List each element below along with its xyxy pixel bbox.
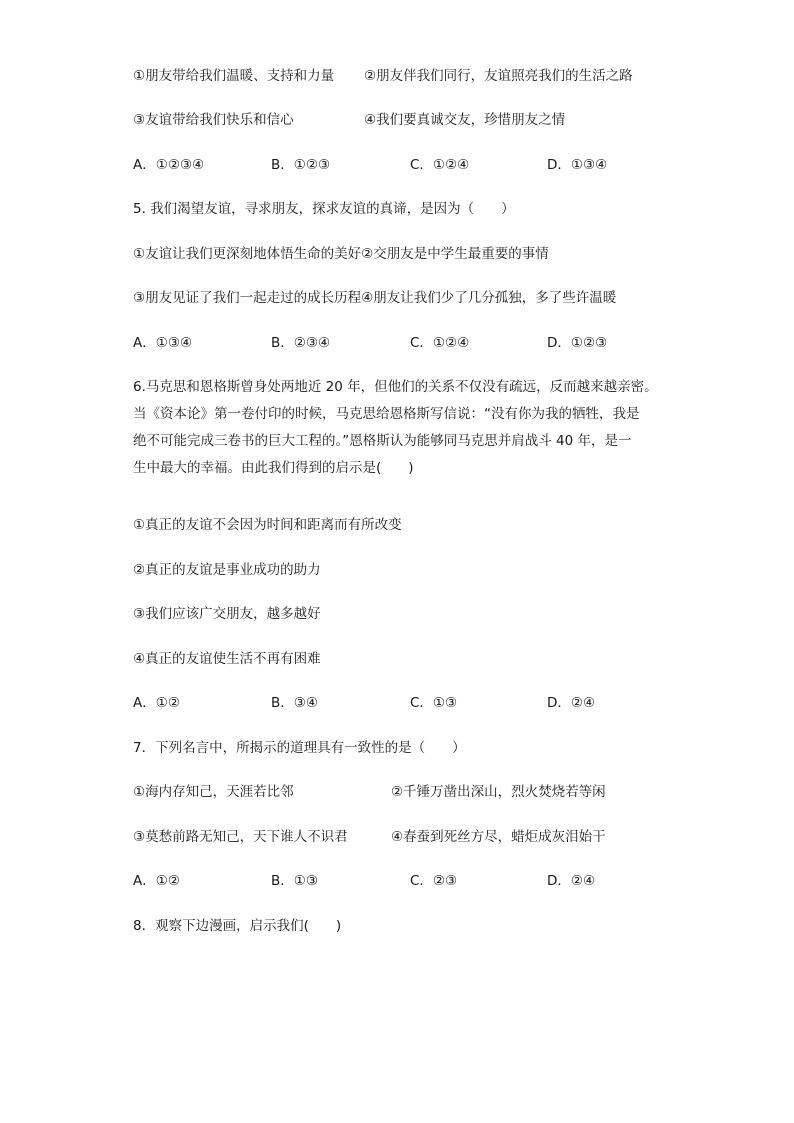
q7-choices xyxy=(133,871,673,891)
q6-option-3: ③我们应该广交朋友，越多越好 xyxy=(133,606,321,622)
q4-option-3: ③友谊带给我们快乐和信心 xyxy=(133,112,294,128)
q7-stem: 7．下列名言中，所揭示的道理具有一致性的是（ ） xyxy=(133,740,466,756)
q7-choice-c[interactable]: C．②③ xyxy=(410,873,458,889)
q5-choice-d[interactable]: D．①②③ xyxy=(547,335,608,351)
q5-choice-a[interactable]: A．①③④ xyxy=(133,335,193,351)
q4-choice-b[interactable]: B．①②③ xyxy=(271,157,331,173)
q4-option-2: ②朋友伴我们同行，友谊照亮我们的生活之路 xyxy=(364,68,633,84)
q5-choice-b[interactable]: B．②③④ xyxy=(271,335,331,351)
q6-option-4: ④真正的友谊使生活不再有困难 xyxy=(133,651,321,667)
q6-option-1: ①真正的友谊不会因为时间和距离而有所改变 xyxy=(133,517,402,533)
q7-choice-d[interactable]: D．②④ xyxy=(547,873,596,889)
q7-option-4: ④春蚕到死丝方尽，蜡炬成灰泪始干 xyxy=(391,829,606,845)
q6-stem-line-1: 6.马克思和恩格斯曾身处两地近 20 年，但他们的关系不仅没有疏远，反而越来越亲密。 xyxy=(133,379,658,395)
q6-choice-a[interactable]: A．①② xyxy=(133,695,180,711)
q4-choice-a[interactable]: A．①②③④ xyxy=(133,157,205,173)
q6-choices xyxy=(133,693,673,713)
q5-statement-line-1: ①友谊让我们更深刻地体悟生命的美好②交朋友是中学生最重要的事情 xyxy=(133,246,549,262)
q6-choice-b[interactable]: B．③④ xyxy=(271,695,318,711)
q4-choices xyxy=(133,155,673,175)
q4-options-row-2 xyxy=(133,110,673,130)
q4-choice-d[interactable]: D．①③④ xyxy=(547,157,608,173)
q7-choice-a[interactable]: A．①② xyxy=(133,873,180,889)
q6-choice-d[interactable]: D．②④ xyxy=(547,695,596,711)
q5-stem: 5. 我们渴望友谊，寻求朋友，探求友谊的真谛，是因为（ ） xyxy=(133,201,515,217)
q4-option-4: ④我们要真诚交友，珍惜朋友之情 xyxy=(364,112,566,128)
q6-stem-line-2: 当《资本论》第一卷付印的时候，马克思给恩格斯写信说：“没有你为我的牺牲，我是 xyxy=(133,406,640,422)
q6-stem-line-3: 绝不可能完成三卷书的巨大工程的。”恩格斯认为能够同马克思并肩战斗 40 年，是一 xyxy=(133,433,632,449)
q6-option-2: ②真正的友谊是事业成功的助力 xyxy=(133,562,321,578)
q6-choice-c[interactable]: C．①③ xyxy=(410,695,458,711)
q7-options-row-1 xyxy=(133,782,673,802)
q4-choice-c[interactable]: C．①②④ xyxy=(410,157,470,173)
q5-statement-line-2: ③朋友见证了我们一起走过的成长历程④朋友让我们少了几分孤独，多了些许温暖 xyxy=(133,290,617,306)
q7-option-3: ③莫愁前路无知己，天下谁人不识君 xyxy=(133,829,348,845)
q5-choices xyxy=(133,333,673,353)
q8-stem: 8．观察下边漫画，启示我们( ) xyxy=(133,918,342,934)
q4-options-row-1 xyxy=(133,66,673,86)
q5-choice-c[interactable]: C．①②④ xyxy=(410,335,470,351)
q6-stem-line-4: 生中最大的幸福。由此我们得到的启示是( ) xyxy=(133,460,414,476)
q4-option-1: ①朋友带给我们温暖、支持和力量 xyxy=(133,68,335,84)
q7-option-1: ①海内存知己，天涯若比邻 xyxy=(133,784,294,800)
q7-option-2: ②千锤万凿出深山，烈火焚烧若等闲 xyxy=(391,784,606,800)
q7-choice-b[interactable]: B．①③ xyxy=(271,873,318,889)
q7-options-row-2 xyxy=(133,827,673,847)
